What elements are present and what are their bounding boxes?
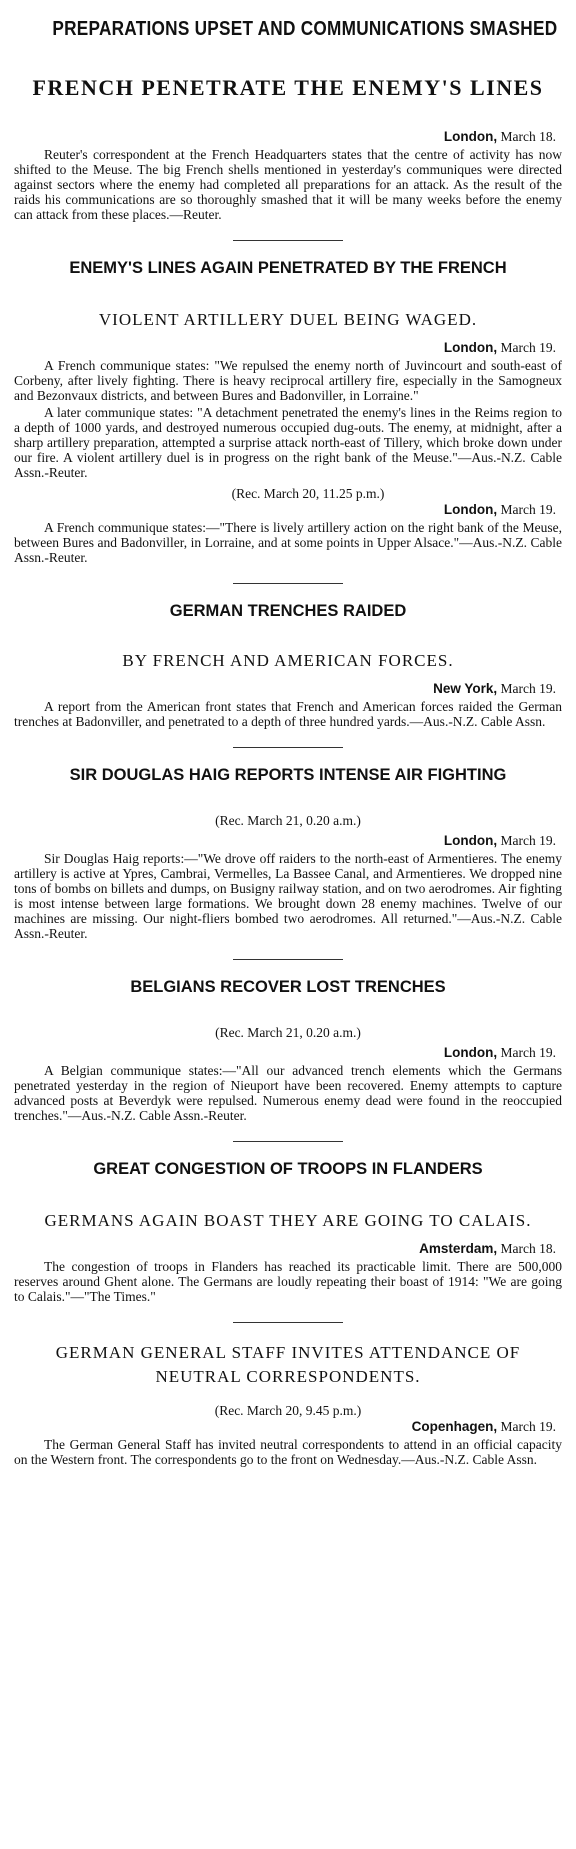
- article-body: A later communique states: "A detachment penetrated the enemy's lines in the Reims region to a depth of 1000 yards, and destroyed numerous occupied dug-outs. The enemy, at midnight, after a sharp artillery preparation, attempted a surprise attack north-east of Tillery, which broke down under our fire. A violent artillery duel is in progress on the right bank of the Meuse."—Aus.-N.Z. Cable Assn.-Reuter.: [14, 405, 562, 480]
- article-french-penetrate: [14, 18, 562, 222]
- dateline: [14, 502, 556, 518]
- dateline-date: March 19.: [500, 833, 556, 848]
- article-haig-air-fighting: [14, 766, 562, 941]
- divider: [233, 240, 343, 241]
- subheadline: BY FRENCH AND AMERICAN FORCES.: [122, 651, 454, 670]
- divider: [233, 583, 343, 584]
- received-note: (Rec. March 21, 0.20 a.m.): [215, 1025, 361, 1040]
- dateline: [14, 1419, 556, 1435]
- dateline: [14, 1241, 556, 1257]
- headline: PREPARATIONS UPSET AND COMMUNICATIONS SMASHED: [52, 18, 558, 40]
- dateline-location: London,: [443, 129, 498, 144]
- dateline-location: London,: [443, 1045, 498, 1060]
- dateline: [14, 833, 556, 849]
- article-body: The congestion of troops in Flanders has reached its practicable limit. There are 500,000 reserves around Ghent alone. The Germans are loudly repeating their boast of 1914: "We are going to Calais."—"The Times.": [14, 1259, 562, 1304]
- newspaper-page: [8, 0, 568, 1467]
- divider: [233, 1141, 343, 1142]
- received-note: (Rec. March 21, 0.20 a.m.): [215, 813, 361, 828]
- subheadline: FRENCH PENETRATE THE ENEMY'S LINES: [32, 75, 544, 100]
- dateline-date: March 18.: [500, 129, 556, 144]
- dateline-location: New York,: [433, 681, 498, 696]
- article-body: A report from the American front states that French and American forces raided the German trenches at Badonviller, and penetrated to a depth of three hundred yards.—Aus.-N.Z. Cable Assn.: [14, 699, 562, 729]
- dateline-location: Copenhagen,: [411, 1419, 498, 1434]
- article-body: The German General Staff has invited neutral correspondents to attend in an official capacity on the Western front. The correspondents go to the front on Wednesday.—Aus.-N.Z. Cable Assn.: [14, 1437, 562, 1467]
- article-german-trenches-raided: [14, 602, 562, 729]
- article-body: A French communique states:—"There is lively artillery action on the right bank of the Meuse, between Bures and Badonviller, in Lorraine, and at some points in Upper Alsace."—Aus.-N.Z. Cable Assn.-Reuter.: [14, 520, 562, 565]
- headline: SIR DOUGLAS HAIG REPORTS INTENSE AIR FIGHTING: [69, 766, 507, 784]
- dateline-date: March 19.: [500, 681, 556, 696]
- dateline-date: March 19.: [500, 1045, 556, 1060]
- divider: [233, 959, 343, 960]
- subheadline: GERMANS AGAIN BOAST THEY ARE GOING TO CALAIS.: [44, 1211, 532, 1230]
- dateline-date: March 19.: [500, 1419, 556, 1434]
- dateline: [14, 129, 556, 145]
- headline: BELGIANS RECOVER LOST TRENCHES: [130, 978, 446, 996]
- article-enemy-lines-again: [14, 259, 562, 565]
- headline: ENEMY'S LINES AGAIN PENETRATED BY THE FRENCH: [69, 259, 507, 277]
- headline: GERMAN TRENCHES RAIDED: [169, 602, 407, 620]
- subheadline: VIOLENT ARTILLERY DUEL BEING WAGED.: [98, 310, 478, 329]
- dateline: [14, 340, 556, 356]
- divider: [233, 1322, 343, 1323]
- dateline-location: Amsterdam,: [419, 1241, 498, 1256]
- dateline: [14, 1045, 556, 1061]
- article-congestion-flanders: [14, 1160, 562, 1304]
- article-belgians-recover: [14, 978, 562, 1123]
- dateline-date: March 19.: [500, 502, 556, 517]
- received-note: (Rec. March 20, 9.45 p.m.): [214, 1403, 362, 1418]
- dateline-date: March 19.: [500, 340, 556, 355]
- received-note: (Rec. March 20, 11.25 p.m.): [231, 486, 385, 501]
- dateline-date: March 18.: [500, 1241, 556, 1256]
- headline: GERMAN GENERAL STAFF INVITES ATTENDANCE OF NEUTRAL CORRESPONDENTS.: [55, 1343, 521, 1386]
- article-body: A Belgian communique states:—"All our advanced trench elements which the Germans penetrated yesterday in the region of Nieuport have been recovered. Enemy attempts to capture advanced posts at Beverdyk were repulsed. Numerous enemy dead were found in the reoccupied trenches."—Aus.-N.Z. Cable Assn.-Reuter.: [14, 1063, 562, 1123]
- dateline: [14, 681, 556, 697]
- article-body: Reuter's correspondent at the French Headquarters states that the centre of activity has now shifted to the Meuse. The big French shells mentioned in yesterday's communiques were directed against sectors where the enemy had completed all preparations for an attack. As the result of the raids his communications are so thoroughly smashed that it will be many weeks before the enemy can attack from these places.—Reuter.: [14, 147, 562, 222]
- article-body: Sir Douglas Haig reports:—"We drove off raiders to the north-east of Armentieres. The enemy artillery is active at Ypres, Cambrai, Vermelles, La Bassee Canal, and Armentieres. We dropped nine tons of bombs on billets and dumps, on Busigny railway station, and on two aerodromes. Air fighting is most intense between large formations. We brought down 28 enemy machines. Twelve of our machines are missing. Our night-fliers bombed two aerodromes. All returned."—Aus.-N.Z. Cable Assn.-Reuter.: [14, 851, 562, 941]
- article-body: A French communique states: "We repulsed the enemy north of Juvincourt and south-east of Corbeny, after lively fighting. There is heavy reciprocal artillery fire, especially in the Samogneux and Bezonvaux districts, and between Bures and Badonviller, in Lorraine.": [14, 358, 562, 403]
- dateline-location: London,: [443, 502, 498, 517]
- dateline-location: London,: [443, 340, 498, 355]
- headline: GREAT CONGESTION OF TROOPS IN FLANDERS: [93, 1160, 483, 1178]
- article-general-staff-invites: [14, 1341, 562, 1467]
- dateline-location: London,: [443, 833, 498, 848]
- divider: [233, 747, 343, 748]
